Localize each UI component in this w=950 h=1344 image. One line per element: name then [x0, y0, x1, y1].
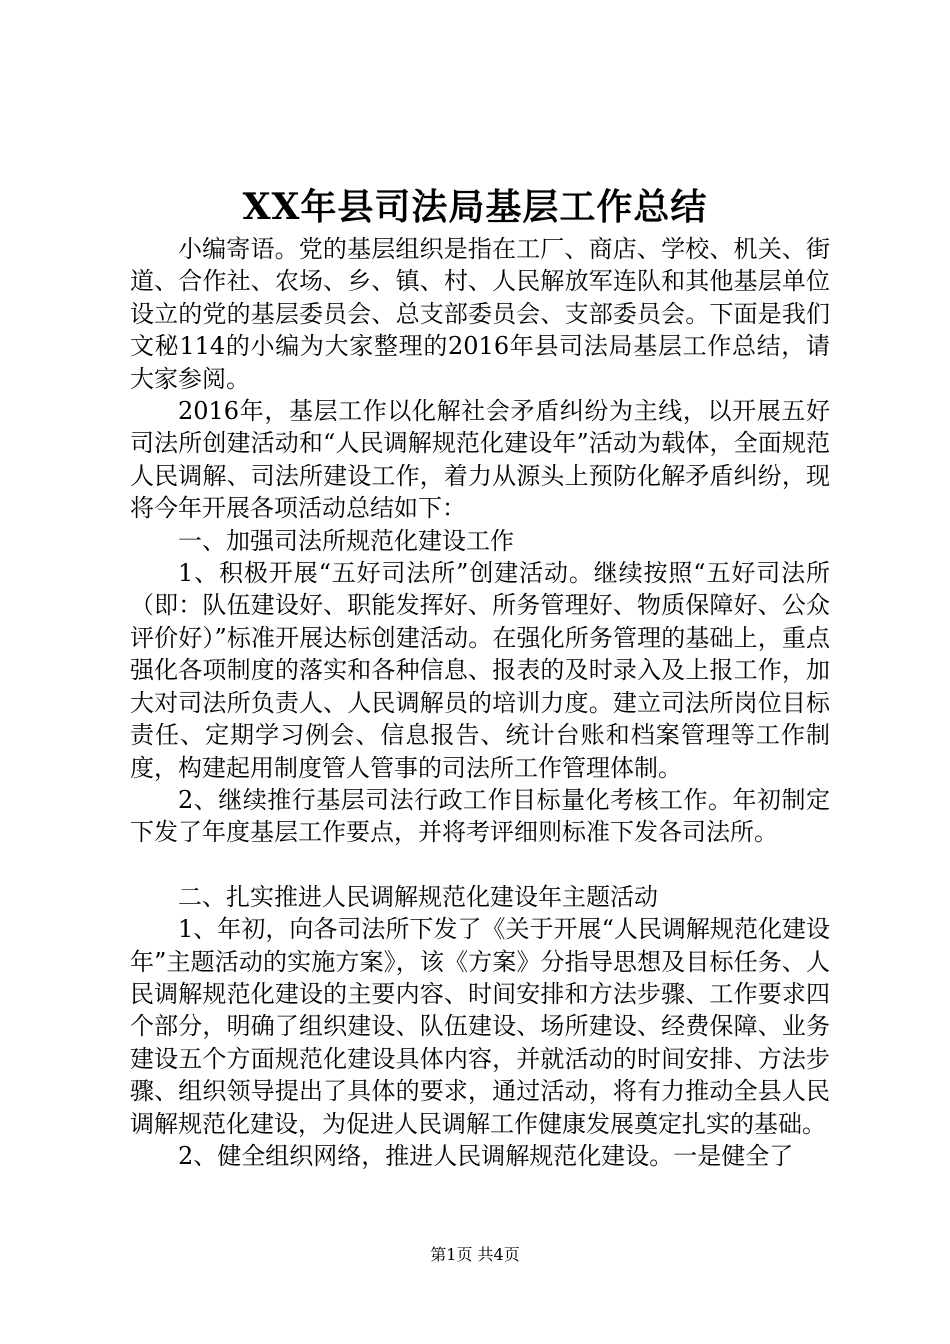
paragraph-1-2: 2、继续推行基层司法行政工作目标量化考核工作。年初制定下发了年度基层工作要点，并将考评细则标准下发各司法所。	[130, 785, 830, 847]
paragraph-1-1: 1、积极开展“五好司法所”创建活动。继续按照“五好司法所（即：队伍建设好、职能发挥好、所务管理好、物质保障好、公众评价好）”标准开展达标创建活动。在强化所务管理的基础上，重点强化各项制度的落实和各种信息、报表的及时录入及上报工作，加大对司法所负责人、人民调解员的培训力度。建立司法所岗位目标责任、定期学习例会、信息报告、统计台账和档案管理等工作制度，构建起用制度管人管事的司法所工作管理体制。	[130, 559, 830, 782]
document-title: XX年县司法局基层工作总结	[242, 186, 708, 228]
section-heading-1: 一、加强司法所规范化建设工作	[178, 526, 514, 555]
section-heading-2: 二、扎实推进人民调解规范化建设年主题活动	[178, 882, 658, 911]
paragraph-2-1: 1、年初，向各司法所下发了《关于开展“人民调解规范化建设年”主题活动的实施方案》，该《方案》分指导思想及目标任务、人民调解规范化建设的主要内容、时间安排和方法步骤、工作要求四个部分，明确了组织建设、队伍建设、场所建设、经费保障、业务建设五个方面规范化建设具体内容，并就活动的时间安排、方法步骤、组织领导提出了具体的要求，通过活动，将有力推动全县人民调解规范化建设，为促进人民调解工作健康发展奠定扎实的基础。	[130, 915, 830, 1138]
page-footer: 第1页 共4页	[430, 1245, 520, 1264]
document-body	[130, 233, 830, 1172]
paragraph-overview: 2016年，基层工作以化解社会矛盾纠纷为主线，以开展五好司法所创建活动和“人民调解规范化建设年”活动为载体，全面规范人民调解、司法所建设工作，着力从源头上预防化解矛盾纠纷，现将今年开展各项活动总结如下：	[130, 397, 830, 523]
paragraph-2-2: 2、健全组织网络，推进人民调解规范化建设。一是健全了	[178, 1141, 794, 1170]
paragraph-intro: 小编寄语。党的基层组织是指在工厂、商店、学校、机关、街道、合作社、农场、乡、镇、村、人民解放军连队和其他基层单位设立的党的基层委员会、总支部委员会、支部委员会。下面是我们文秘114的小编为大家整理的2016年县司法局基层工作总结，请大家参阅。	[130, 235, 830, 393]
